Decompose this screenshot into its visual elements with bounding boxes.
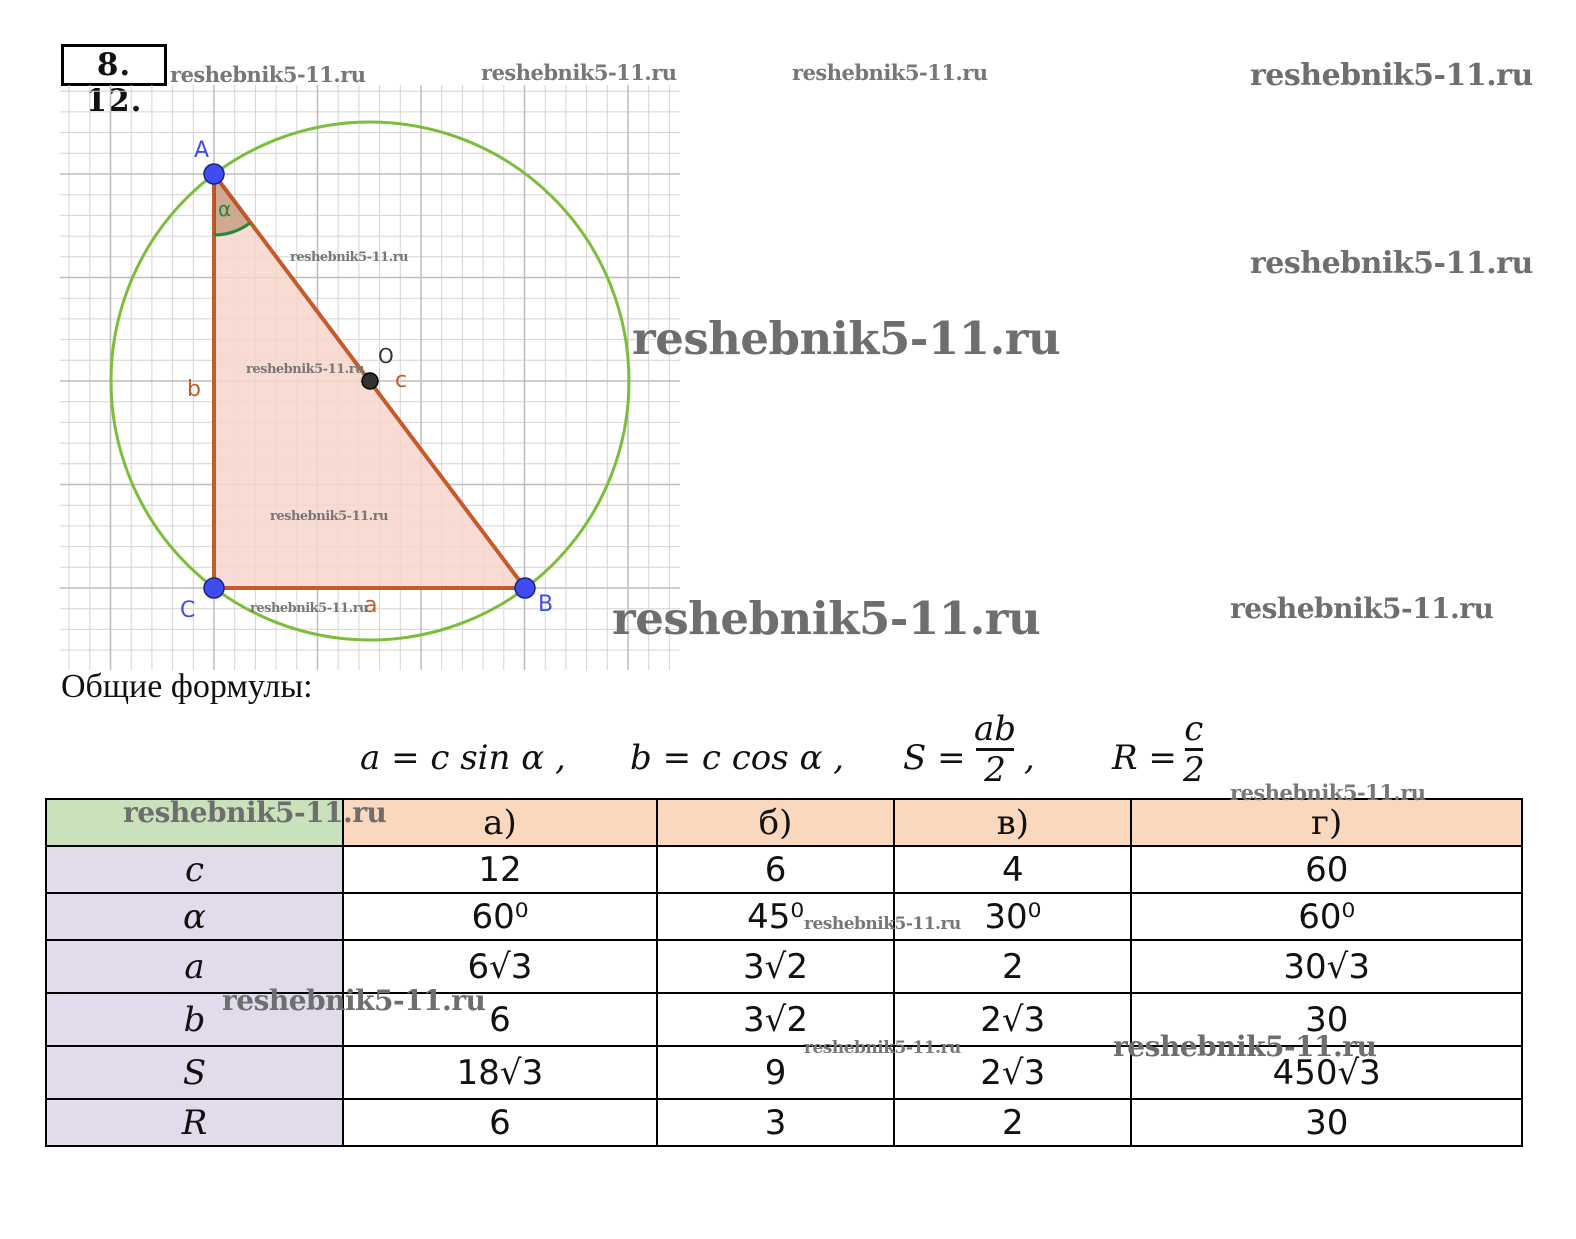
label-O: O: [378, 344, 394, 368]
formula-s-fraction: [974, 710, 1016, 789]
table-cell: 2: [894, 940, 1131, 993]
formula-s-left: S =: [903, 738, 966, 778]
table-cell: 12: [343, 846, 657, 893]
table-row: [46, 846, 1522, 893]
table-cell: 9: [657, 1046, 894, 1099]
table-cell: 2√3: [894, 1046, 1131, 1099]
table-cell: 30: [1131, 993, 1522, 1046]
results-table: [45, 798, 1523, 1147]
table-cell: 6: [657, 846, 894, 893]
column-header: г): [1131, 799, 1522, 846]
label-a: a: [364, 593, 378, 618]
triangle-circle-figure: [60, 85, 680, 670]
point-O: [362, 373, 378, 389]
watermark: reshebnik5-11.ru: [246, 362, 365, 377]
point-A: [204, 164, 224, 184]
formula-s-comma: ,: [1024, 738, 1035, 778]
formula-r-fraction: [1183, 710, 1205, 789]
point-C: [204, 578, 224, 598]
watermark: reshebnik5-11.ru: [290, 250, 409, 265]
table-cell: 30: [1131, 1099, 1522, 1146]
row-label: a: [46, 940, 343, 993]
table-cell: 30√3: [1131, 940, 1522, 993]
column-header: а): [343, 799, 657, 846]
formula-a: a = c sin α ,: [360, 738, 566, 778]
table-cell: 18√3: [343, 1046, 657, 1099]
watermark: reshebnik5-11.ru: [804, 914, 961, 934]
watermark: reshebnik5-11.ru: [123, 796, 387, 829]
fraction-denominator: 2: [1183, 750, 1205, 790]
table-cell: 6: [343, 993, 657, 1046]
table-cell: 6√3: [343, 940, 657, 993]
label-C: C: [180, 598, 196, 623]
watermark: reshebnik5-11.ru: [170, 62, 366, 87]
table-cell: 3: [657, 1099, 894, 1146]
watermark: reshebnik5-11.ru: [1250, 246, 1533, 281]
table-cell: 4: [894, 846, 1131, 893]
label-alpha: α: [218, 197, 232, 221]
table-cell: 450√3: [1131, 1046, 1522, 1099]
watermark: reshebnik5-11.ru: [1230, 592, 1494, 625]
label-B: B: [538, 592, 554, 617]
watermark: reshebnik5-11.ru: [250, 601, 369, 616]
watermark: reshebnik5-11.ru: [792, 60, 988, 85]
point-B: [515, 578, 535, 598]
fraction-denominator: 2: [984, 750, 1006, 790]
formula-r-left: R =: [1112, 738, 1177, 778]
row-label: R: [46, 1099, 343, 1146]
label-b: b: [187, 377, 201, 402]
watermark: reshebnik5-11.ru: [804, 1038, 961, 1058]
watermark: reshebnik5-11.ru: [632, 312, 1061, 365]
table-row: [46, 1099, 1522, 1146]
watermark: reshebnik5-11.ru: [222, 984, 486, 1017]
watermark: reshebnik5-11.ru: [1250, 58, 1533, 93]
table-cell: 60⁰: [1131, 893, 1522, 940]
row-label: c: [46, 846, 343, 893]
watermark: reshebnik5-11.ru: [481, 60, 677, 85]
formulas-title: Общие формулы:: [61, 668, 313, 705]
table-cell: 30⁰: [894, 893, 1131, 940]
watermark: reshebnik5-11.ru: [270, 509, 389, 524]
fraction-numerator: c: [1184, 709, 1204, 749]
watermark: reshebnik5-11.ru: [1230, 780, 1426, 805]
row-label: b: [46, 993, 343, 1046]
watermark: reshebnik5-11.ru: [612, 592, 1041, 645]
label-c: c: [395, 368, 408, 393]
table-cell: 3√2: [657, 940, 894, 993]
fraction-numerator: ab: [974, 709, 1017, 749]
table-cell: 6: [343, 1099, 657, 1146]
label-A: A: [194, 138, 210, 163]
formula-b: b = c cos α ,: [630, 738, 845, 778]
table-row: [46, 893, 1522, 940]
table-cell: 3√2: [657, 993, 894, 1046]
row-label: α: [46, 893, 343, 940]
table-cell: 60: [1131, 846, 1522, 893]
table-cell: 2√3: [894, 993, 1131, 1046]
table-cell: 2: [894, 1099, 1131, 1146]
watermark: reshebnik5-11.ru: [1113, 1030, 1377, 1063]
problem-number: 8. 12.: [61, 44, 167, 86]
column-header: б): [657, 799, 894, 846]
table-cell: 60⁰: [343, 893, 657, 940]
column-header: в): [894, 799, 1131, 846]
row-label: S: [46, 1046, 343, 1099]
table-cell: 45⁰: [657, 893, 894, 940]
